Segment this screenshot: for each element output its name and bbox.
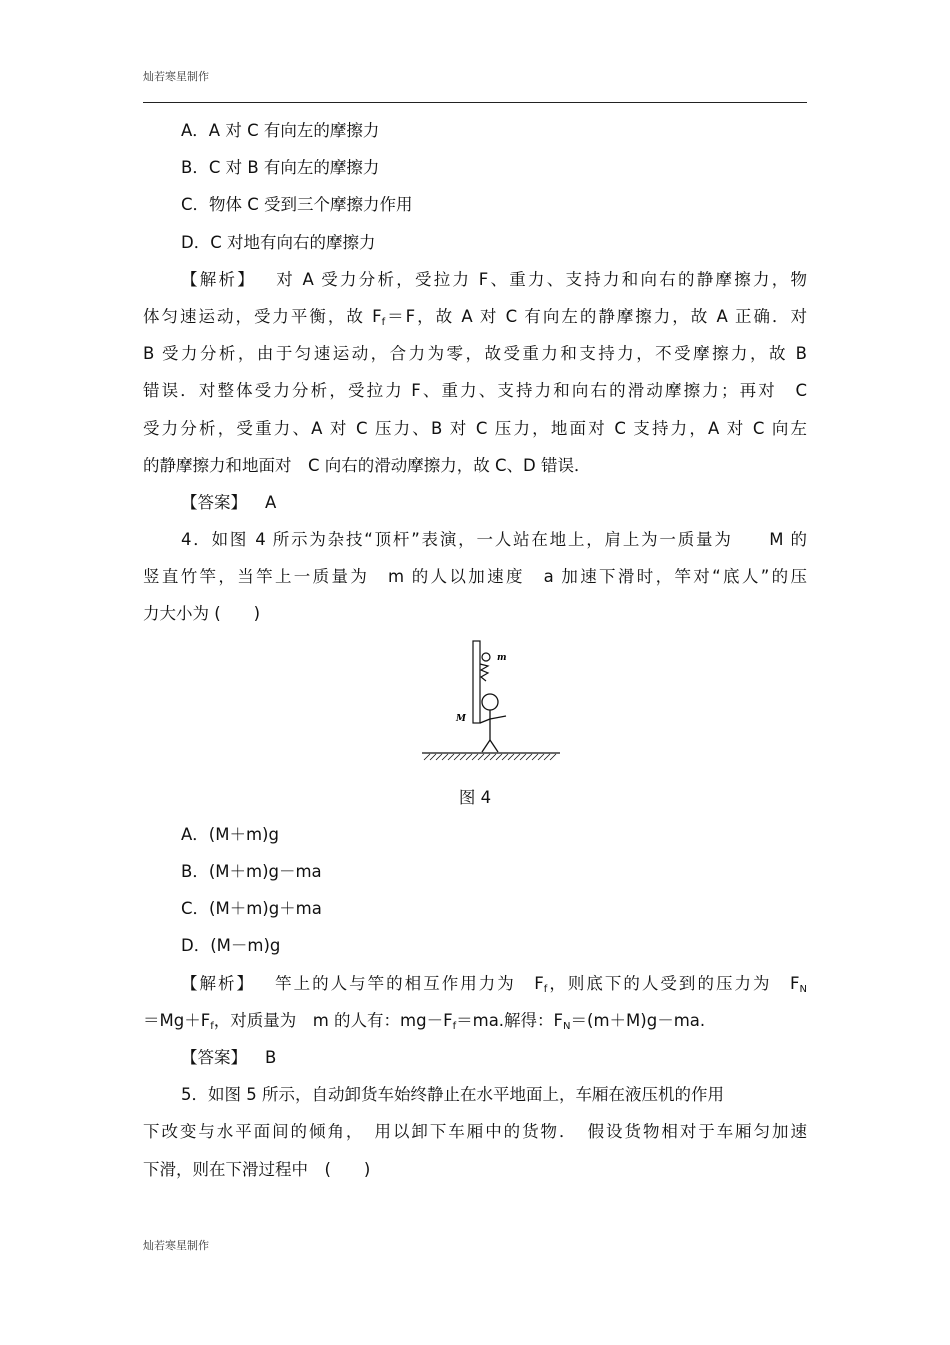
label-m: m — [497, 652, 507, 663]
q3-analysis-text-2: 体匀速运动，受力平衡，故 — [143, 306, 365, 326]
q3-ff-subscript: f — [381, 316, 386, 328]
q4-answer-value: B — [265, 1047, 277, 1067]
q3-analysis-text-1: 对 A 受力分析，受拉力 F、重力、支持力和向右的静摩擦力，物 — [274, 269, 807, 289]
q4-sub-N-1: N — [799, 983, 807, 995]
q4-stem-line-2: 竖直竹竿，当竿上一质量为 m 的人以加速度 a 加速下滑时，竿对“底人”的压 — [143, 567, 807, 587]
bottom-person-head — [482, 694, 498, 710]
q4-sub-f-2: f — [210, 1020, 214, 1032]
figure-4-caption: 图 4 — [458, 787, 492, 807]
q3-analysis-line-3: B 受力分析，由于匀速运动，合力为零，故受重力和支持力，不受摩擦力，故 B — [143, 344, 807, 364]
q4-sub-N-2: N — [563, 1020, 571, 1032]
q3-option-c: C．物体 C 受到三个摩擦力作用 — [181, 195, 413, 215]
q3-option-a: A．A 对 C 有向左的摩擦力 — [181, 121, 380, 140]
q4-analysis-line-1 — [143, 965, 807, 1002]
q3-answer — [143, 484, 807, 521]
q4-analysis-text-2d: ＝(m＋M)g－ma. — [570, 1010, 706, 1030]
q4-analysis-text-2a: ＝Mg＋F — [143, 1010, 211, 1030]
q3-analysis-line-5: 受力分析，受重力、A 对 C 压力、B 对 C 压力，地面对 C 支持力，A 对 C 向左 — [143, 418, 808, 438]
q4-sub-f-1: f — [543, 983, 548, 995]
q5-stem-line-1: 5．如图 5 所示，自动卸货车始终静止在水平地面上，车厢在液压机的作用 — [181, 1085, 724, 1105]
q5-stem-line-2: 下改变与水平面间的倾角， 用以卸下车厢中的货物． 假设货物相对于车厢匀加速 — [143, 1122, 807, 1142]
ground-hatching — [424, 754, 556, 760]
q4-option-c: C．(M＋m)g＋ma — [181, 899, 322, 919]
figure-4 — [143, 637, 807, 779]
q4-answer — [143, 1039, 807, 1076]
q3-answer-value: A — [265, 492, 277, 512]
header-divider — [143, 102, 807, 103]
q3-ff-equation: ＝F — [385, 306, 416, 326]
q3-analysis-line-6: 的静摩擦力和地面对 C 向右的滑动摩擦力，故 C、D 错误． — [143, 455, 591, 475]
top-person-body — [480, 664, 488, 681]
page-content — [143, 112, 807, 1188]
q4-analysis-text-1a: 竿上的人与竿的相互作用力为 F — [273, 973, 544, 993]
q4-option-d: D．(M－m)g — [181, 936, 281, 956]
q4-option-a: A．(M＋m)g — [181, 824, 279, 844]
q3-analysis-line-1 — [143, 261, 807, 298]
q3-answer-label: 【答案】 — [181, 492, 247, 512]
q4-sub-f-3: f — [452, 1020, 457, 1032]
q3-analysis-label: 【解析】 — [181, 269, 256, 289]
q4-option-b: B．(M＋m)g－ma — [181, 862, 322, 881]
q3-analysis-line-2 — [143, 298, 807, 335]
q4-analysis-label: 【解析】 — [181, 973, 256, 993]
q4-analysis-text-2b: ，对质量为 m 的人有：mg－F — [213, 1010, 453, 1030]
q4-analysis-text-2c: ＝ma.解得：F — [456, 1010, 564, 1030]
q3-option-d: D．C 对地有向右的摩擦力 — [181, 232, 376, 252]
q5-stem-line-3: 下滑，则在下滑过程中 ( ) — [143, 1159, 371, 1179]
q4-analysis-text-1b: ，则底下的人受到的压力为 F — [547, 973, 800, 993]
q4-stem-line-1: 4．如图 4 所示为杂技“顶杆”表演，一人站在地上，肩上为一质量为 M 的 — [181, 530, 807, 550]
pole — [473, 641, 480, 723]
page-footer: 灿若寒星制作 — [143, 1239, 209, 1252]
q3-option-b: B．C 对 B 有向左的摩擦力 — [181, 158, 380, 178]
page-header: 灿若寒星制作 — [143, 70, 209, 83]
pole-acrobat-diagram — [418, 637, 568, 773]
q3-analysis-text-3: ，故 A 对 C 有向左的静摩擦力，故 A 正确．对 — [415, 306, 808, 326]
q3-analysis-line-4: 错误．对整体受力分析，受拉力 F、重力、支持力和向右的滑动摩擦力；再对 C — [143, 381, 807, 401]
q4-answer-label: 【答案】 — [181, 1047, 247, 1067]
q3-ff-symbol: F — [372, 306, 382, 326]
top-person-head — [482, 653, 490, 661]
q4-analysis-line-2 — [143, 1002, 807, 1039]
label-M: M — [456, 713, 466, 724]
q4-stem-line-3: 力大小为 ( ) — [143, 604, 261, 624]
